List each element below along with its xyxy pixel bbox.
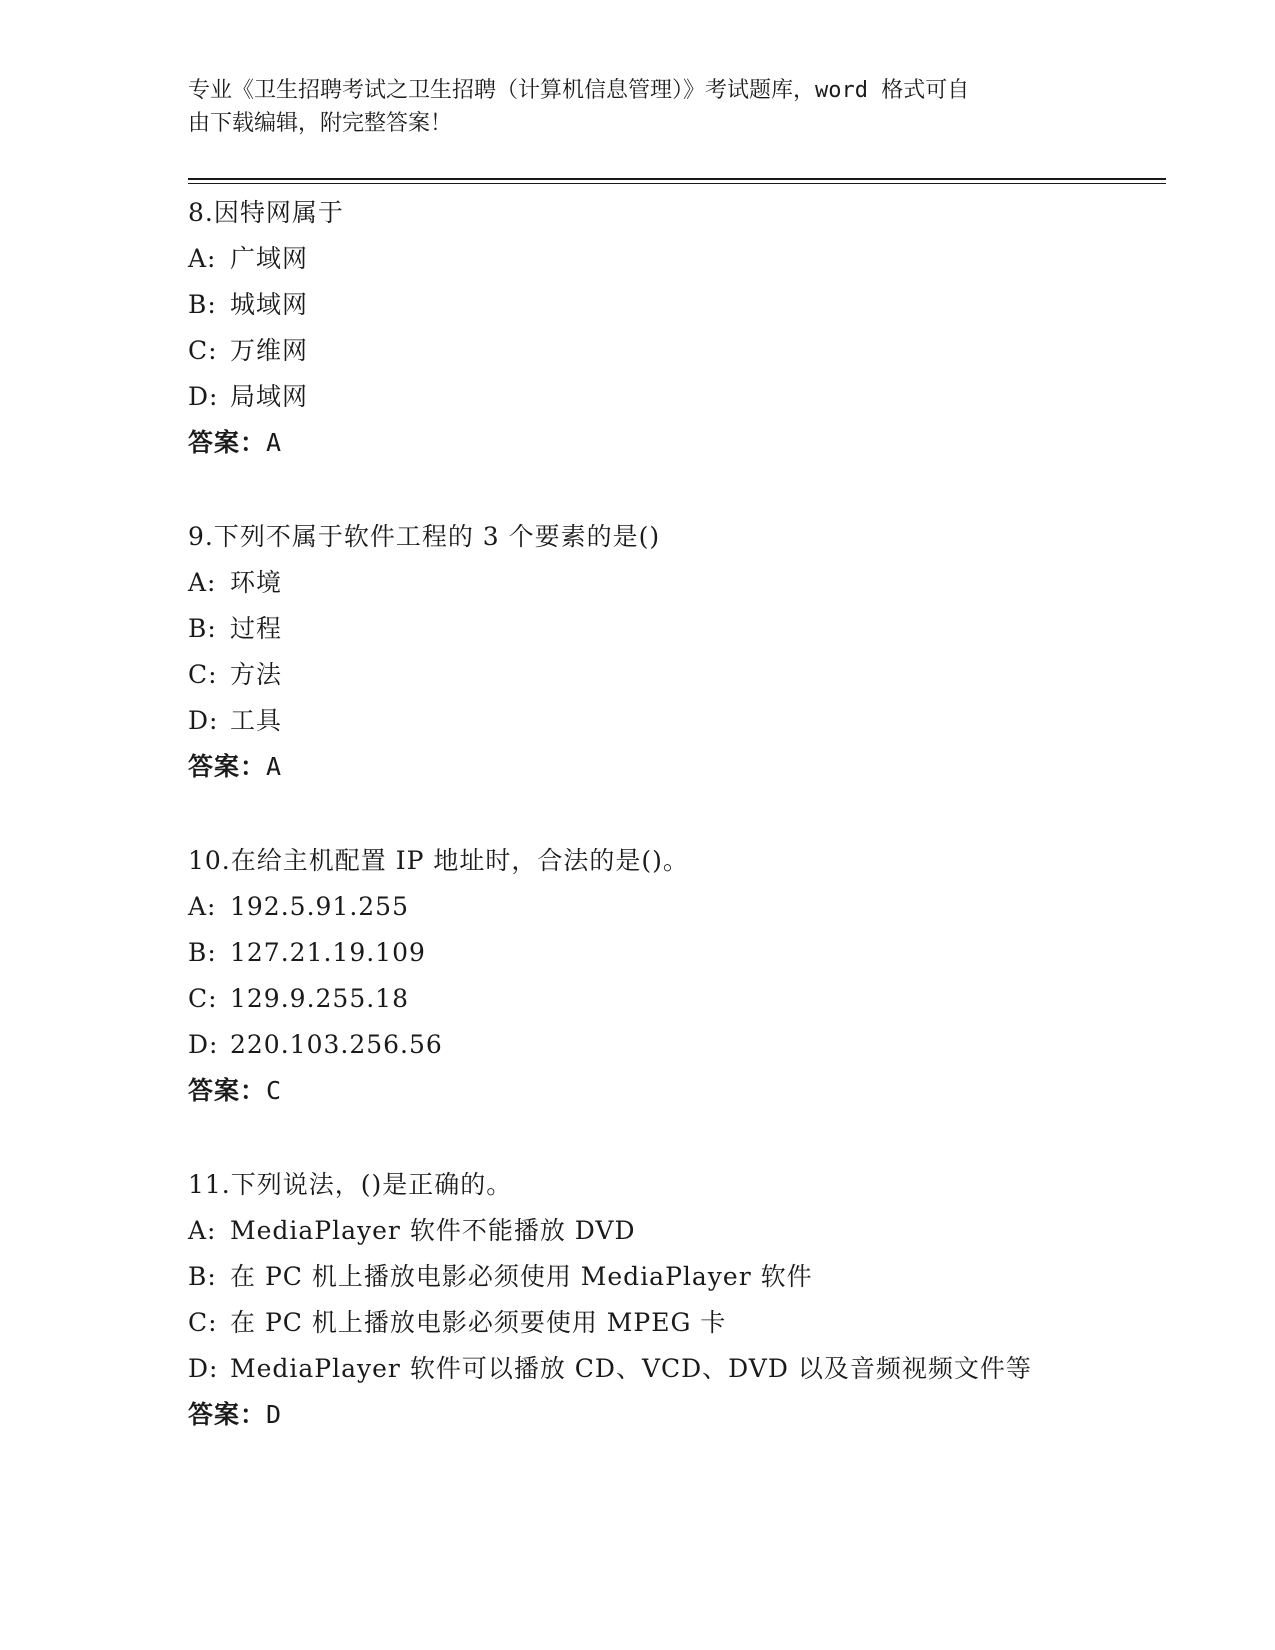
- option-text: 在 PC 机上播放电影必须使用 MediaPlayer 软件: [230, 1262, 813, 1291]
- header-line-1: 专业《卫生招聘考试之卫生招聘（计算机信息管理）》考试题库，word 格式可自: [188, 78, 970, 103]
- answer-line: [188, 1068, 1168, 1114]
- answer-label: 答案：: [188, 428, 267, 457]
- option-b: [188, 282, 1168, 328]
- answer-value: C: [266, 1076, 283, 1105]
- option-text: 在 PC 机上播放电影必须要使用 MPEG 卡: [230, 1308, 727, 1337]
- header-divider-thick: [188, 178, 1166, 180]
- question-title: 9.下列不属于软件工程的 3 个要素的是(): [188, 522, 661, 551]
- option-letter: D:: [188, 1354, 219, 1383]
- answer-value: D: [266, 1400, 283, 1429]
- question-list: [188, 190, 1168, 1486]
- option-letter: C:: [188, 1308, 218, 1337]
- option-d: [188, 1346, 1168, 1392]
- option-a: [188, 560, 1168, 606]
- option-letter: B:: [188, 614, 217, 643]
- option-text: 129.9.255.18: [230, 984, 409, 1013]
- option-letter: D:: [188, 382, 219, 411]
- option-letter: C:: [188, 336, 218, 365]
- question-title: 10.在给主机配置 IP 地址时，合法的是()。: [188, 846, 689, 875]
- option-letter: A:: [188, 244, 217, 273]
- option-letter: B:: [188, 290, 217, 319]
- option-letter: A:: [188, 892, 217, 921]
- question-title: 8.因特网属于: [188, 198, 344, 227]
- option-a: [188, 236, 1168, 282]
- option-text: 局域网: [230, 382, 309, 411]
- header-divider-thin: [188, 183, 1166, 184]
- option-text: 城域网: [230, 290, 309, 319]
- answer-value: A: [266, 752, 283, 781]
- answer-line: [188, 744, 1168, 790]
- question-8: [188, 190, 1168, 466]
- question-9: [188, 514, 1168, 790]
- option-d: [188, 1022, 1168, 1068]
- option-text: 万维网: [230, 336, 309, 365]
- option-a: [188, 1208, 1168, 1254]
- option-letter: C:: [188, 984, 218, 1013]
- option-d: [188, 698, 1168, 744]
- option-text: 过程: [230, 614, 283, 643]
- answer-label: 答案：: [188, 752, 267, 781]
- option-text: MediaPlayer 软件可以播放 CD、VCD、DVD 以及音频视频文件等: [230, 1354, 1032, 1383]
- header-line-2: 由下载编辑，附完整答案！: [188, 111, 453, 136]
- option-letter: A:: [188, 1216, 217, 1245]
- question-title: 11.下列说法，()是正确的。: [188, 1170, 513, 1199]
- option-text: 广域网: [230, 244, 309, 273]
- answer-label: 答案：: [188, 1400, 267, 1429]
- option-c: [188, 976, 1168, 1022]
- option-a: [188, 884, 1168, 930]
- option-text: MediaPlayer 软件不能播放 DVD: [230, 1216, 636, 1245]
- option-text: 环境: [230, 568, 283, 597]
- option-b: [188, 930, 1168, 976]
- option-text: 220.103.256.56: [230, 1030, 443, 1059]
- option-letter: B:: [188, 938, 217, 967]
- option-text: 方法: [230, 660, 283, 689]
- option-letter: A:: [188, 568, 217, 597]
- option-letter: C:: [188, 660, 218, 689]
- option-d: [188, 374, 1168, 420]
- option-text: 127.21.19.109: [230, 938, 426, 967]
- document-header: [188, 74, 1068, 140]
- option-text: 工具: [230, 706, 283, 735]
- option-b: [188, 606, 1168, 652]
- option-letter: D:: [188, 706, 219, 735]
- answer-value: A: [266, 428, 283, 457]
- option-letter: B:: [188, 1262, 217, 1291]
- option-letter: D:: [188, 1030, 219, 1059]
- answer-line: [188, 420, 1168, 466]
- answer-line: [188, 1392, 1168, 1438]
- question-11: [188, 1162, 1168, 1438]
- option-b: [188, 1254, 1168, 1300]
- option-text: 192.5.91.255: [230, 892, 409, 921]
- answer-label: 答案：: [188, 1076, 267, 1105]
- option-c: [188, 328, 1168, 374]
- option-c: [188, 1300, 1168, 1346]
- option-c: [188, 652, 1168, 698]
- question-10: [188, 838, 1168, 1114]
